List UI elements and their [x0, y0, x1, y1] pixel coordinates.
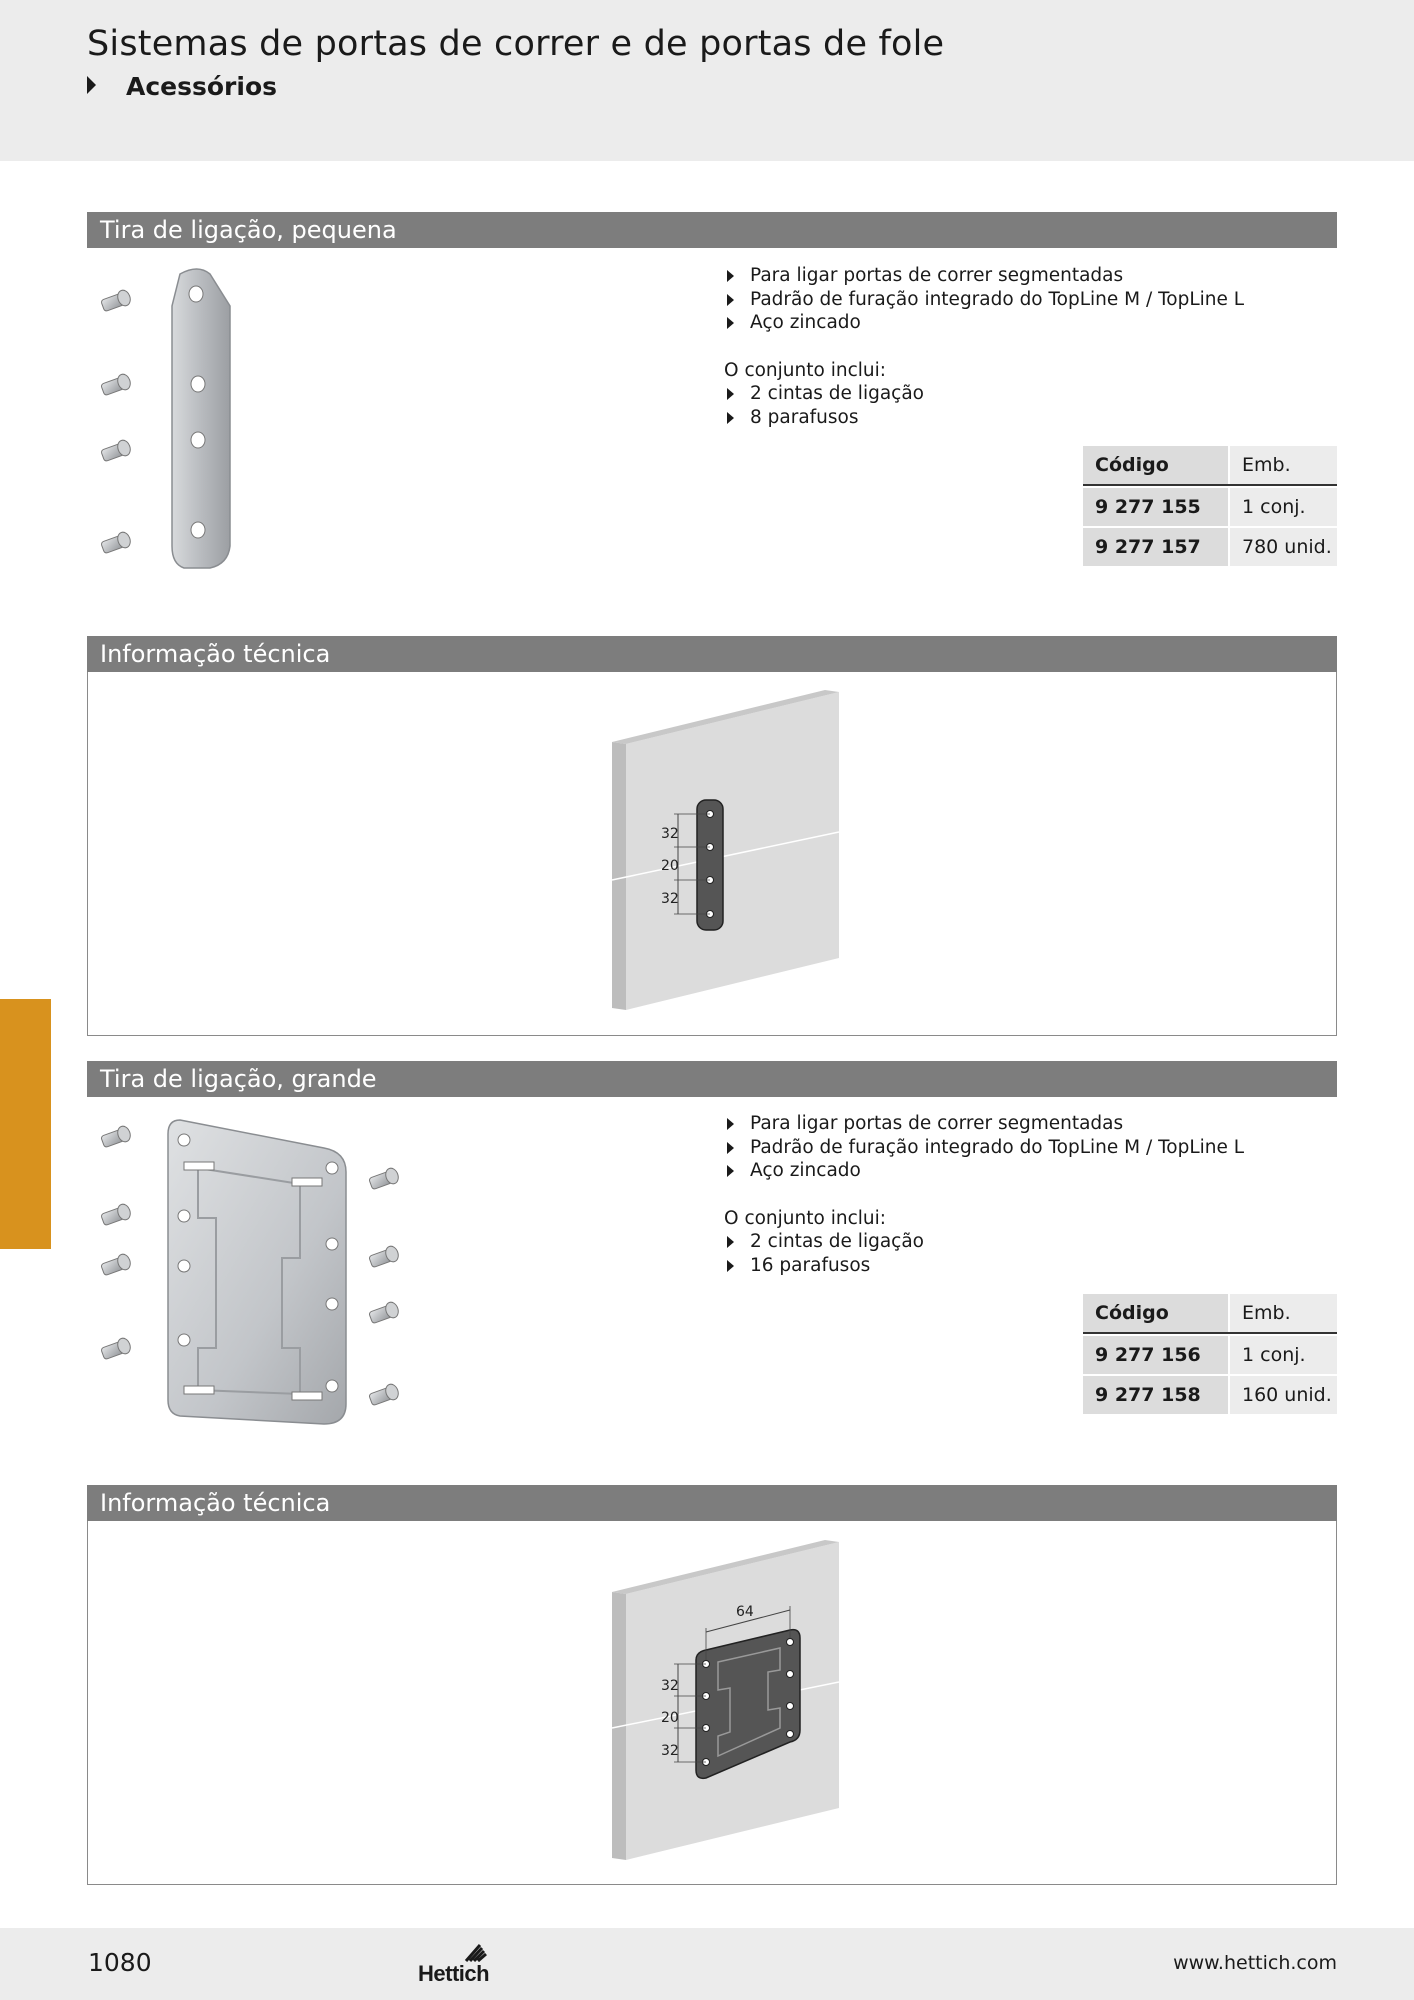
large-strip-technical-drawing — [600, 1530, 860, 1870]
large-strip-product-image — [88, 1108, 448, 1458]
website-url[interactable]: www.hettich.com — [1173, 1952, 1337, 1974]
feature-item: Aço zincado — [724, 311, 1244, 335]
section-title: Tira de ligação, pequena — [100, 216, 397, 244]
feature-item: Para ligar portas de correr segmentadas — [724, 264, 1244, 288]
screw-icon — [101, 1336, 133, 1359]
large-strip-features — [724, 1112, 1244, 1277]
section-bar-large-strip — [87, 1061, 1337, 1097]
small-strip-technical-drawing — [600, 680, 860, 1020]
page-number: 1080 — [88, 1948, 152, 1977]
dimension-label: 32 — [661, 1678, 679, 1694]
feature-item: Para ligar portas de correr segmentadas — [724, 1112, 1244, 1136]
screw-icon — [369, 1166, 401, 1189]
set-includes-label: O conjunto inclui: — [724, 359, 886, 381]
page-footer — [0, 1928, 1414, 2000]
table-header-pack: Emb. — [1230, 1294, 1337, 1332]
section-bar-technical-info-1 — [87, 636, 1337, 672]
brand-name: Hettich — [418, 1961, 490, 1986]
table-cell-pack: 1 conj. — [1230, 488, 1337, 526]
chapter-side-tab — [0, 999, 51, 1249]
screw-icon — [101, 1252, 133, 1275]
set-item: 16 parafusos — [724, 1254, 1244, 1278]
table-row — [1083, 1376, 1337, 1414]
page-subtitle — [87, 72, 277, 101]
set-item: 2 cintas de ligação — [724, 382, 1244, 406]
screw-icon — [101, 438, 133, 461]
small-strip-product-image — [88, 256, 348, 616]
table-cell-pack: 160 unid. — [1230, 1376, 1337, 1414]
screw-icon — [101, 1124, 133, 1147]
table-header-pack: Emb. — [1230, 446, 1337, 484]
subtitle-text: Acessórios — [126, 72, 278, 101]
small-strip-features — [724, 264, 1244, 429]
set-item: 8 parafusos — [724, 406, 1244, 430]
table-header-code: Código — [1083, 446, 1228, 484]
dimension-label: 32 — [661, 826, 679, 842]
set-item: 2 cintas de ligação — [724, 1230, 1244, 1254]
section-bar-small-strip — [87, 212, 1337, 248]
table-cell-code: 9 277 155 — [1083, 488, 1228, 526]
dimension-label: 32 — [661, 1743, 679, 1759]
page-title: Sistemas de portas de correr e de portas de fole — [87, 24, 945, 64]
table-row — [1083, 488, 1337, 526]
brand-logo — [418, 1941, 508, 1987]
screw-icon — [101, 372, 133, 395]
table-cell-code: 9 277 157 — [1083, 528, 1228, 566]
screw-icon — [101, 530, 133, 553]
large-strip-order-table — [1083, 1294, 1337, 1416]
small-strip-order-table — [1083, 446, 1337, 568]
section-title: Tira de ligação, grande — [100, 1065, 377, 1093]
dimension-label: 20 — [661, 1710, 679, 1726]
screw-icon — [101, 288, 133, 311]
feature-item: Aço zincado — [724, 1159, 1244, 1183]
screw-icon — [369, 1382, 401, 1405]
set-includes-label: O conjunto inclui: — [724, 1207, 886, 1229]
table-cell-code: 9 277 156 — [1083, 1336, 1228, 1374]
table-row — [1083, 528, 1337, 566]
section-bar-technical-info-2 — [87, 1485, 1337, 1521]
dimension-label: 64 — [736, 1604, 754, 1620]
table-header-row — [1083, 1294, 1337, 1334]
dimension-label: 32 — [661, 891, 679, 907]
page-header — [0, 0, 1414, 161]
table-cell-pack: 1 conj. — [1230, 1336, 1337, 1374]
table-header-code: Código — [1083, 1294, 1228, 1332]
table-cell-pack: 780 unid. — [1230, 528, 1337, 566]
screw-icon — [101, 1202, 133, 1225]
section-title: Informação técnica — [100, 1489, 331, 1517]
screw-icon — [369, 1244, 401, 1267]
screw-icon — [369, 1300, 401, 1323]
dimension-label: 20 — [661, 858, 679, 874]
section-title: Informação técnica — [100, 640, 331, 668]
feature-item: Padrão de furação integrado do TopLine M / TopLine L — [724, 288, 1244, 312]
feature-item: Padrão de furação integrado do TopLine M / TopLine L — [724, 1136, 1244, 1160]
table-row — [1083, 1336, 1337, 1374]
triangle-arrow-icon — [87, 76, 96, 94]
table-header-row — [1083, 446, 1337, 486]
table-cell-code: 9 277 158 — [1083, 1376, 1228, 1414]
